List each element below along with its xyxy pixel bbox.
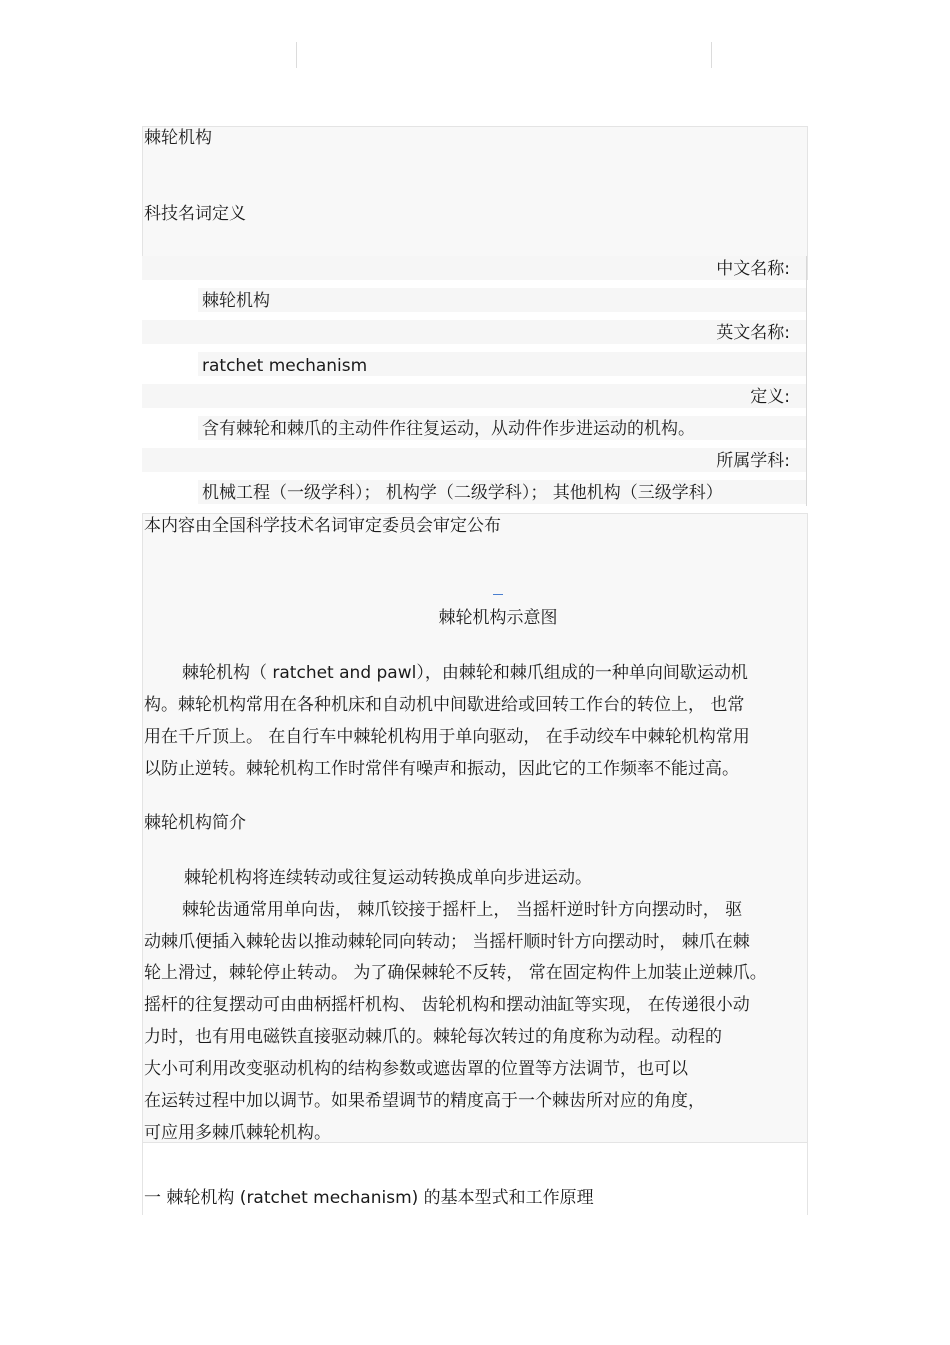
- body-line: 在运转过程中加以调节。如果希望调节的精度高于一个棘齿所对应的角度，: [144, 1091, 705, 1111]
- body-line: 棘轮齿通常用单向齿， 棘爪铰接于摇杆上， 当摇杆逆时针方向摆动时， 驱: [182, 900, 743, 920]
- body-line: 大小可利用改变驱动机构的结构参数或遮齿罩的位置等方法调节，也可以: [144, 1059, 688, 1079]
- body-line: 轮上滑过，棘轮停止转动。 为了确保棘轮不反转， 常在固定构件上加装止逆棘爪。: [144, 963, 767, 983]
- table-right-border: [806, 256, 807, 506]
- intro-line: 构。棘轮机构常用在各种机床和自动机中间歇进给或回转工作台的转位上， 也常: [144, 695, 745, 715]
- intro-line: 棘轮机构（ ratchet and pawl），由棘轮和棘爪组成的一种单向间歇运动机: [182, 663, 748, 683]
- row-cn-value: [198, 288, 806, 312]
- definition-label: 定义:: [750, 387, 790, 407]
- discipline-value: 机械工程（一级学科）； 机构学（二级学科）； 其他机构（三级学科）: [202, 483, 723, 503]
- discipline-label: 所属学科:: [716, 451, 790, 471]
- en-name-value: ratchet mechanism: [202, 356, 368, 376]
- body-line: 动棘爪便插入棘轮齿以推动棘轮同向转动； 当摇杆顺时针方向摆动时， 棘爪在棘: [144, 932, 750, 952]
- cn-name-label: 中文名称:: [716, 259, 790, 279]
- source-note: 本内容由全国科学技术名词审定委员会审定公布: [144, 516, 501, 536]
- header-divider-right: [711, 42, 712, 68]
- figure-placeholder-mark: [493, 594, 503, 595]
- page-title: 棘轮机构: [144, 128, 212, 148]
- intro-line: 用在千斤顶上。 在自行车中棘轮机构用于单向驱动， 在手动绞车中棘轮机构常用: [144, 727, 750, 747]
- section-heading: 棘轮机构简介: [144, 813, 246, 833]
- section-lead: 棘轮机构将连续转动或往复运动转换成单向步进运动。: [184, 868, 592, 888]
- header-divider-left: [296, 42, 297, 68]
- intro-line: 以防止逆转。棘轮机构工作时常伴有噪声和振动，因此它的工作频率不能过高。: [144, 759, 739, 779]
- body-line: 可应用多棘爪棘轮机构。: [144, 1123, 331, 1143]
- body-line: 力时，也有用电磁铁直接驱动棘爪的。棘轮每次转过的角度称为动程。动程的: [144, 1027, 722, 1047]
- cn-name-value: 棘轮机构: [202, 291, 270, 311]
- body-line: 摇杆的往复摆动可由曲柄摇杆机构、 齿轮机构和摆动油缸等实现， 在传递很小动: [144, 995, 750, 1015]
- figure-caption: 棘轮机构示意图: [438, 608, 558, 628]
- definition-value: 含有棘轮和棘爪的主动件作往复运动，从动件作步进运动的机构。: [202, 419, 695, 439]
- section2-heading: 一 棘轮机构 (ratchet mechanism) 的基本型式和工作原理: [144, 1188, 594, 1208]
- subtitle: 科技名词定义: [144, 204, 246, 224]
- en-name-label: 英文名称:: [716, 323, 790, 343]
